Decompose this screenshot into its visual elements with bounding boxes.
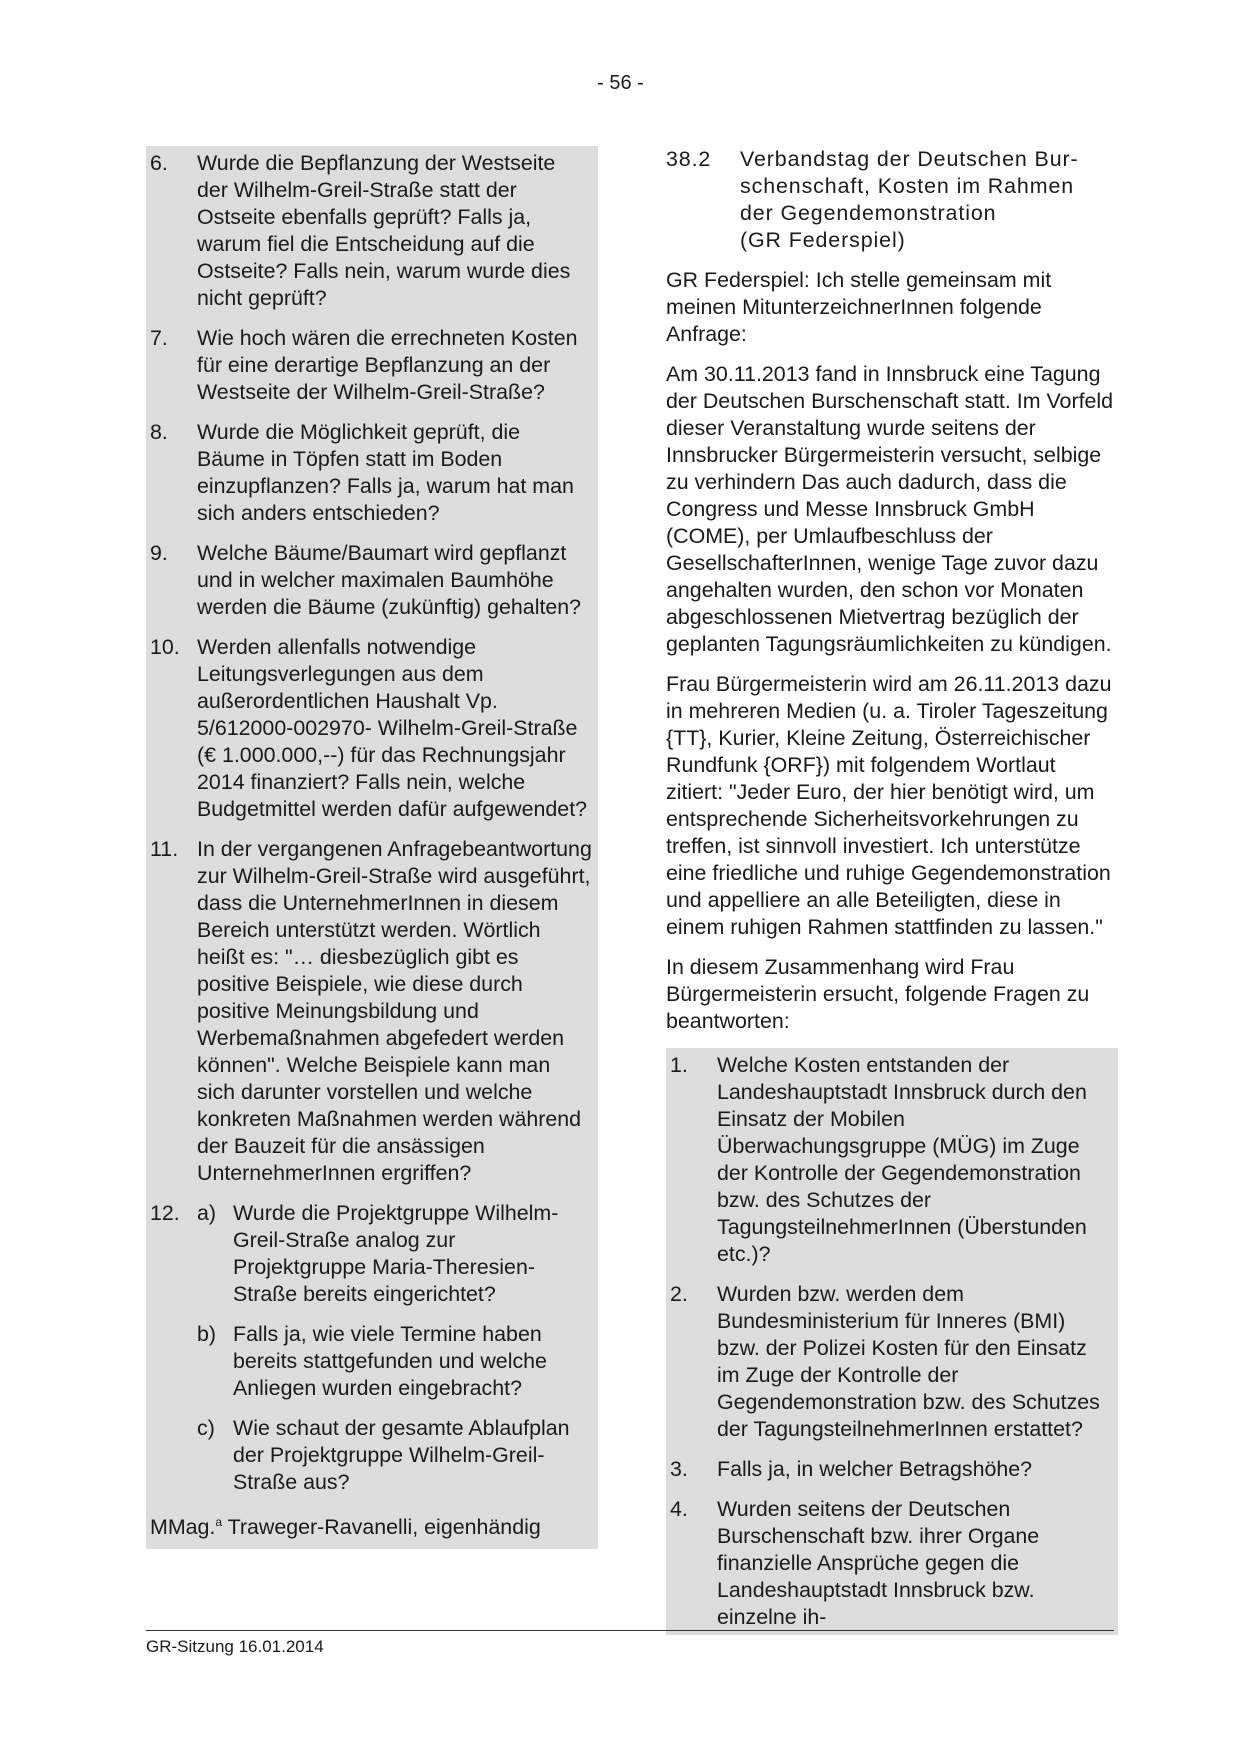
- question-text: Werden allenfalls notwendige Leitungsverlegungen aus dem außerordentlichen Haushalt Vp. 5/612000-002970- Wilhelm-Greil-Straße (€ 1.000.000,--) für das Rechnungsjahr 2014 finanziert? Falls nein, welche Budgetmittel werden dafür aufgewendet?: [197, 635, 588, 821]
- question-text: Welche Kosten entstanden der Landeshauptstadt Innsbruck durch den Einsatz der Mobilen Überwachungsgruppe (MÜG) im Zuge der Kontrolle der Gegendemonstration bzw. des Schutzes der TagungsteilnehmerInnen (Überstunden etc.)?: [717, 1053, 1087, 1266]
- section-title-line: der Gegendemonstration: [740, 201, 997, 225]
- question-item: [150, 634, 592, 823]
- subquestion-text: Falls ja, wie viele Termine haben bereits stattgefunden und welche Anliegen wurden eingebracht?: [233, 1322, 547, 1400]
- question-number: 8.: [150, 420, 168, 444]
- question-text: In der vergangenen Anfragebeantwortung zur Wilhelm-Greil-Straße wird ausgeführt, dass die UnternehmerInnen in diesem Bereich unterstützt werden. Wörtlich heißt es: "… diesbezüglich gibt es positive Beispiele, wie diese durch positive Meinungsbildung und Werbemaßnahmen abgefedert werden können". Welche Beispiele kann man sich darunter vorstellen und welche konkreten Maßnahmen werden während der Bauzeit für die ansässigen UnternehmerInnen ergriffen?: [197, 837, 592, 1185]
- question-item: [150, 540, 592, 621]
- subquestion-indent: [150, 1200, 197, 1308]
- subquestion-item: [150, 1200, 592, 1308]
- signature: [150, 1509, 592, 1541]
- subquestion-text: Wurde die Projektgruppe Wilhelm-Greil-Straße analog zur Projektgruppe Maria-Theresien-Straße bereits eingerichtet?: [233, 1201, 559, 1306]
- subquestion-item: [150, 1321, 592, 1402]
- section-title: [740, 146, 1118, 254]
- question-item: [150, 150, 592, 312]
- paragraph: GR Federspiel: Ich stelle gemeinsam mit meinen MitunterzeichnerInnen folgende Anfrage:: [666, 268, 1052, 346]
- left-question-box: [146, 146, 598, 1549]
- subquestion-letter: c): [197, 1416, 215, 1440]
- paragraph: Am 30.11.2013 fand in Innsbruck eine Tagung der Deutschen Burschenschaft statt. Im Vorfeld dieser Veranstaltung wurde seitens der Innsbrucker Bürgermeisterin versucht, selbige zu verhindern Das auch dadurch, dass die Congress und Messe Innsbruck GmbH (COME), per Umlaufbeschluss der GesellschafterInnen, wenige Tage zuvor dazu angehalten wurden, den schon vor Monaten abgeschlossenen Mietvertrag bezüglich der geplanten Tagungsräumlichkeiten zu kündigen.: [666, 362, 1114, 656]
- question-number: 4.: [670, 1497, 688, 1521]
- section-title-line: Verbandstag der Deutschen Bur-: [740, 147, 1079, 171]
- question-number: 7.: [150, 326, 168, 350]
- question-number: 10.: [150, 635, 180, 659]
- question-text: Wurde die Bepflanzung der Westseite der Wilhelm-Greil-Straße statt der Ostseite ebenfalls geprüft? Falls ja, warum fiel die Entscheidung auf die Ostseite? Falls nein, warum wurde dies nicht geprüft?: [197, 151, 571, 310]
- question-number: 2.: [670, 1282, 688, 1306]
- question-text: Wie hoch wären die errechneten Kosten für eine derartige Bepflanzung an der Westseite der Wilhelm-Greil-Straße?: [197, 326, 578, 404]
- section-number: 38.2: [666, 147, 712, 171]
- subquestion-item: [150, 1415, 592, 1496]
- question-number: 1.: [670, 1053, 688, 1077]
- left-question-list: [150, 150, 592, 1187]
- question-item: [670, 1281, 1112, 1443]
- question-item: [150, 419, 592, 527]
- subquestion-text: Wie schaut der gesamte Ablaufplan der Projektgruppe Wilhelm-Greil-Straße aus?: [233, 1416, 570, 1494]
- subquestion-letter: a): [197, 1201, 217, 1225]
- right-paragraphs: [666, 267, 1118, 1035]
- question-item: [670, 1052, 1112, 1268]
- section-title-line: (GR Federspiel): [740, 228, 906, 252]
- footer-divider: [146, 1630, 1114, 1631]
- question-item: [670, 1456, 1112, 1483]
- section-title-line: schenschaft, Kosten im Rahmen: [740, 174, 1075, 198]
- page-number: - 56 -: [597, 72, 644, 94]
- signature-name: Traweger-Ravanelli, eigenhändig: [222, 1515, 541, 1540]
- footer-text: GR-Sitzung 16.01.2014: [146, 1637, 324, 1656]
- question-item: [150, 836, 592, 1187]
- subquestion-indent: [150, 1415, 197, 1496]
- question-text: Welche Bäume/Baumart wird gepflanzt und in welcher maximalen Baumhöhe werden die Bäume (zukünftig) gehalten?: [197, 541, 582, 619]
- question-text: Wurde die Möglichkeit geprüft, die Bäume in Töpfen statt im Boden einzupflanzen? Falls ja, warum hat man sich anders entschieden?: [197, 420, 574, 525]
- right-question-box: [666, 1048, 1118, 1635]
- question-number: 11.: [150, 837, 179, 861]
- question-number: 3.: [670, 1457, 688, 1481]
- signature-prefix: MMag.: [150, 1515, 216, 1540]
- subquestion-indent: [150, 1321, 197, 1402]
- right-column: [666, 146, 1118, 1635]
- question-item: [150, 325, 592, 406]
- question-text: Wurden bzw. werden dem Bundesministerium für Inneres (BMI) bzw. der Polizei Kosten für den Einsatz im Zuge der Kontrolle der Gegendemonstration bzw. des Schutzes der TagungsteilnehmerInnen erstattet?: [717, 1282, 1100, 1441]
- question-text: Falls ja, in welcher Betragshöhe?: [717, 1457, 1033, 1481]
- paragraph: Frau Bürgermeisterin wird am 26.11.2013 dazu in mehreren Medien (u. a. Tiroler Tageszeitung {TT}, Kurier, Kleine Zeitung, Österreichischer Rundfunk {ORF}) mit folgendem Wortlaut zitiert: "Jeder Euro, der hier benötigt wird, um entsprechende Sicherheitsvorkehrungen zu treffen, ist sinnvoll investiert. Ich unterstütze eine friedliche und ruhige Gegendemonstration und appelliere an alle Beteiligten, diese in einem ruhigen Rahmen stattfinden zu lassen.": [666, 672, 1112, 939]
- question-number: 6.: [150, 151, 168, 175]
- signature-superscript: a: [215, 1515, 223, 1529]
- left-column: [146, 146, 598, 1549]
- question-number: 12.: [150, 1201, 180, 1225]
- question-number: 9.: [150, 541, 168, 565]
- question-item: [670, 1496, 1112, 1631]
- question-text: Wurden seitens der Deutschen Burschenschaft bzw. ihrer Organe finanzielle Ansprüche gegen die Landeshauptstadt Innsbruck bzw. einzelne ih-: [717, 1497, 1040, 1629]
- subquestion-letter: b): [197, 1322, 217, 1346]
- section-heading: [666, 146, 1118, 254]
- question-12-subitems: [150, 1200, 592, 1496]
- paragraph: In diesem Zusammenhang wird Frau Bürgermeisterin ersucht, folgende Fragen zu beantworten:: [666, 955, 1090, 1033]
